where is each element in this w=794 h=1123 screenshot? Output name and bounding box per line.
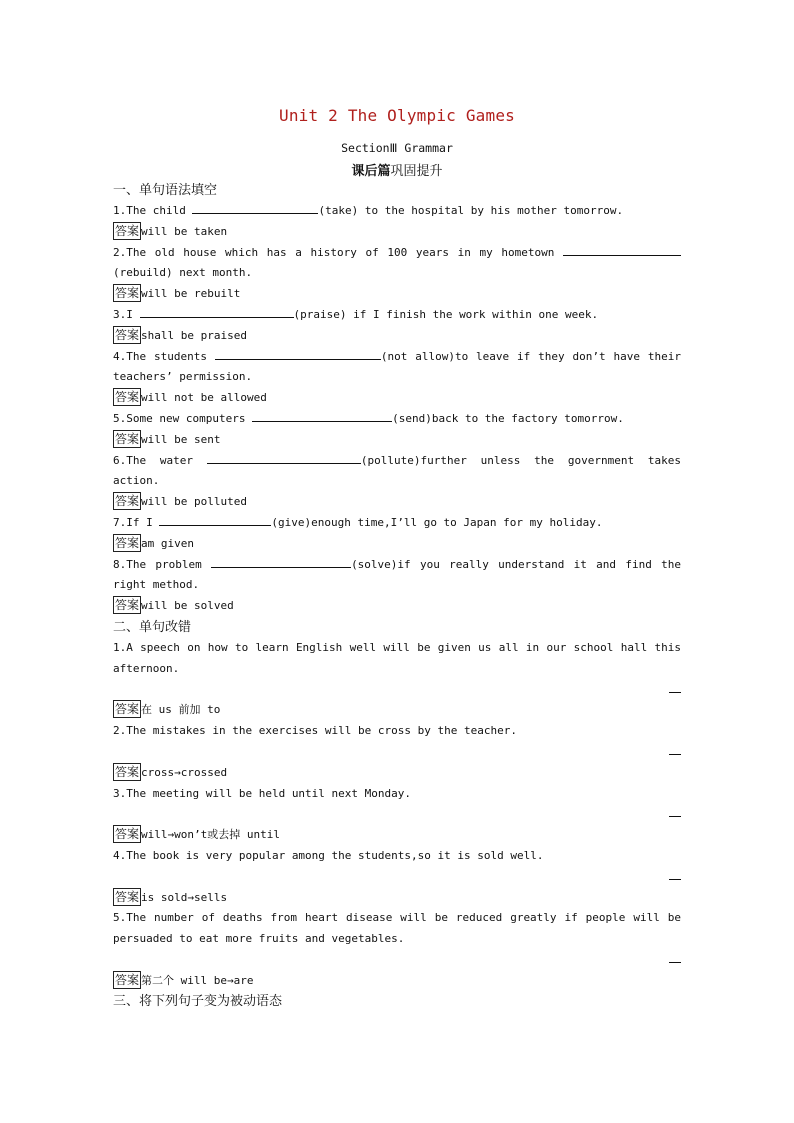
answer-row [113, 284, 681, 305]
question-text-pre: The old house which has a history of 100 years in my hometown [126, 245, 563, 259]
answer-text: am given [141, 536, 194, 550]
question-number: 1. [113, 640, 127, 654]
correction-line [113, 742, 681, 763]
correction-line [113, 804, 681, 825]
answer-row [113, 763, 681, 784]
answer-row [113, 534, 681, 555]
question [113, 305, 681, 326]
answer-row [113, 700, 681, 721]
question [113, 409, 681, 430]
question-text-post: (take) to the hospital by his mother tomorrow. [318, 204, 624, 217]
question-number: 1. [113, 204, 127, 217]
question-text: The mistakes in the exercises will be cross by the teacher. [126, 724, 517, 738]
answer-blank[interactable] [159, 513, 271, 526]
answer-text: cross→crossed [141, 765, 228, 779]
question-number: 4. [113, 848, 127, 862]
section-title: 三、将下列句子变为被动语态 [113, 994, 283, 1010]
answer-badge: 答案 [115, 972, 140, 987]
heading-bold: 课后篇 [351, 164, 391, 179]
answer-text: is sold→sells [141, 890, 228, 904]
question-text: The book is very popular among the students,so it is sold well. [126, 848, 544, 862]
question-text-post: (rebuild) next month. [113, 266, 253, 280]
answer-text: 在 us 前加 to [141, 703, 221, 717]
question-number: 7. [113, 515, 127, 529]
page-title: Unit 2 The Olympic Games [279, 106, 515, 125]
answer-row [113, 825, 681, 846]
question-number: 3. [113, 307, 127, 321]
answer-blank[interactable] [192, 201, 318, 214]
answer-row [113, 388, 681, 409]
answer-badge: 答案 [115, 223, 140, 238]
question-text-pre: The students [126, 349, 215, 363]
question-text-post: (praise) if I finish the work within one week. [293, 307, 599, 321]
correction-dash [669, 962, 681, 963]
question-text-post: (solve)if you really understand it and find the right method. [113, 557, 681, 592]
answer-row [113, 492, 681, 513]
answer-blank[interactable] [563, 243, 681, 256]
question-number: 2. [113, 245, 127, 259]
answer-badge: 答案 [115, 535, 140, 550]
answer-row [113, 430, 681, 451]
correction-line [113, 950, 681, 971]
answer-blank[interactable] [211, 555, 351, 568]
answer-blank[interactable] [207, 451, 361, 464]
question-number: 4. [113, 349, 127, 363]
answer-text: will be polluted [141, 495, 247, 509]
answer-badge: 答案 [115, 598, 140, 613]
question-number: 2. [113, 724, 127, 738]
question-text-post: (give)enough time,I’ll go to Japan for my holiday. [271, 515, 603, 529]
section-heading [113, 160, 681, 179]
question [113, 846, 681, 867]
answer-badge: 答案 [115, 390, 140, 405]
answer-blank[interactable] [215, 347, 381, 360]
question-text: The number of deaths from heart disease will be reduced greatly if people will be persuaded to eat more fruits and vegetables. [113, 911, 681, 946]
page-subtitle: SectionⅢ Grammar [341, 141, 453, 155]
answer-row [113, 222, 681, 243]
question-text-post: (pollute)further unless the government takes action. [113, 453, 681, 488]
answer-text: will be taken [141, 224, 228, 238]
question-text: The meeting will be held until next Monday. [126, 786, 412, 800]
question-number: 8. [113, 557, 127, 571]
correction-dash [669, 879, 681, 880]
question-text-post: (send)back to the factory tomorrow. [392, 411, 624, 425]
answer-row [113, 596, 681, 617]
exercise-flow [113, 180, 681, 1012]
answer-text: will not be allowed [141, 391, 267, 405]
section-title: 一、单句语法填空 [113, 183, 218, 198]
answer-badge: 答案 [115, 889, 140, 904]
answer-badge: 答案 [115, 494, 140, 509]
question-text-pre: The water [126, 453, 207, 467]
answer-badge: 答案 [115, 764, 140, 779]
question-number: 6. [113, 453, 127, 467]
question [113, 513, 681, 534]
answer-text: shall be praised [141, 328, 247, 342]
question [113, 908, 681, 950]
answer-text: will be solved [141, 599, 234, 613]
correction-dash [669, 692, 681, 693]
question-text-pre: The child [126, 204, 193, 217]
answer-text: will→won’t或去掉 until [141, 828, 280, 842]
section-title: 二、单句改错 [113, 619, 192, 635]
question [113, 784, 681, 805]
answer-badge: 答案 [115, 431, 140, 446]
question-text-pre: I [126, 307, 140, 321]
answer-blank[interactable] [140, 305, 294, 318]
answer-row [113, 888, 681, 909]
correction-line [113, 680, 681, 701]
question-number: 5. [113, 911, 127, 925]
answer-text: 第二个 will be→are [141, 973, 254, 987]
question [113, 721, 681, 742]
question-text-pre: Some new computers [126, 411, 253, 425]
question-text-pre: The problem [126, 557, 212, 571]
answer-blank[interactable] [252, 409, 392, 422]
correction-line [113, 867, 681, 888]
question-text-pre: If I [126, 515, 160, 529]
question [113, 451, 681, 493]
question [113, 347, 681, 389]
question-text-post: (not allow)to leave if they don’t have their teachers’ permission. [113, 349, 681, 384]
question [113, 201, 681, 222]
question-number: 3. [113, 786, 127, 800]
question-text: A speech on how to learn English well will be given us all in our school hall this afternoon. [113, 640, 681, 675]
question [113, 243, 681, 285]
correction-dash [669, 754, 681, 755]
answer-badge: 答案 [115, 702, 140, 717]
answer-text: will be sent [141, 432, 221, 446]
answer-row [113, 971, 681, 992]
question [113, 555, 681, 597]
answer-badge: 答案 [115, 327, 140, 342]
question-number: 5. [113, 411, 127, 425]
correction-dash [669, 816, 681, 817]
answer-badge: 答案 [115, 827, 140, 842]
answer-text: will be rebuilt [141, 287, 241, 301]
heading-rest: 巩固提升 [390, 164, 443, 179]
question [113, 638, 681, 680]
answer-row [113, 326, 681, 347]
answer-badge: 答案 [115, 286, 140, 301]
